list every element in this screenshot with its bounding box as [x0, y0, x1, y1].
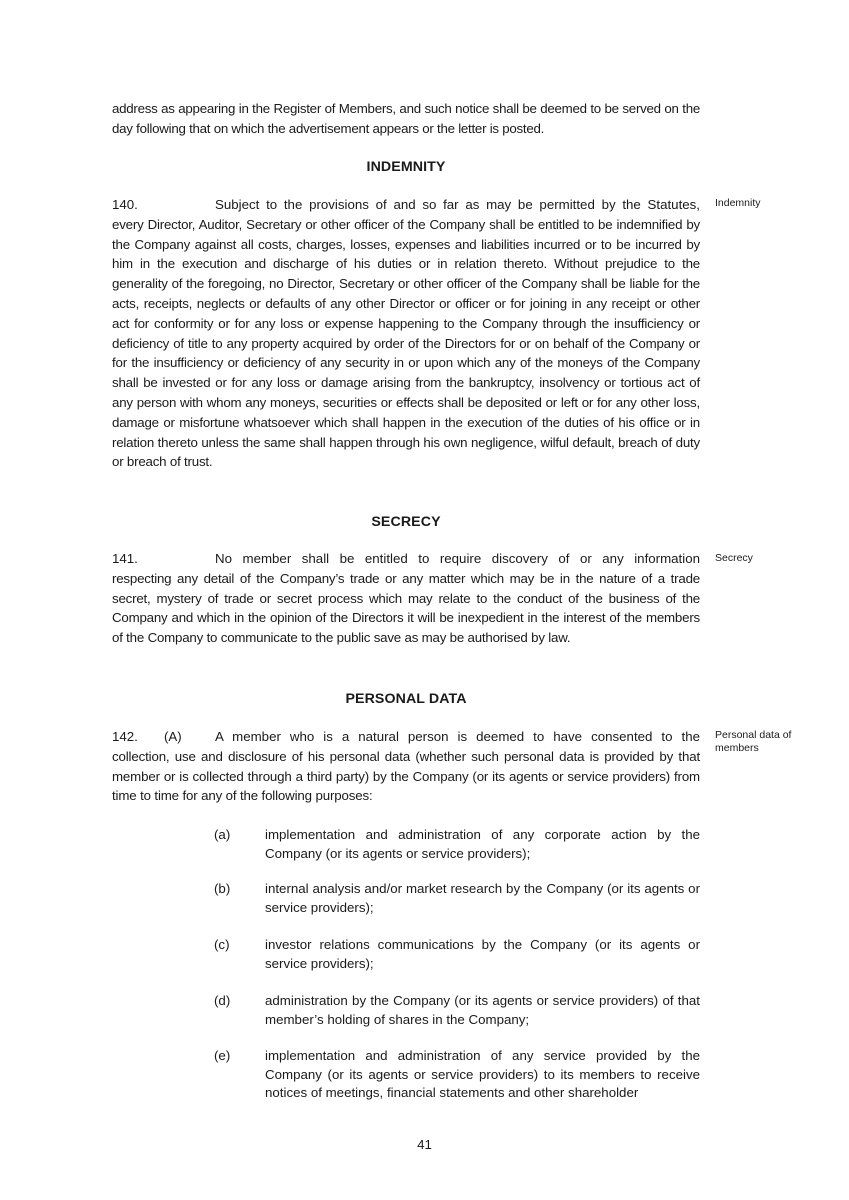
- clause-number: 142.: [112, 729, 138, 744]
- clause-141-lead-text: No member shall be entitled to require discovery of or any information: [215, 551, 700, 566]
- clause-142: [112, 727, 700, 806]
- clause-number: 141.: [112, 551, 138, 566]
- clause-141: [112, 549, 700, 648]
- clause-140-text: every Director, Auditor, Secretary or other officer of the Company shall be entitled to be indemnified by the Company against all costs, charges, losses, expenses and liabilities incurred or to be incurred by him in the execution and discharge of his duties or in relation thereto. Without prejudice to the generality of the foregoing, no Director, Secretary or other officer of the Company shall be liable for the acts, receipts, neglects or defaults of any other Director or officer or for joining in any receipt or other act for conformity or for any loss or expense happening to the Company through the insufficiency or deficiency of title to any property acquired by order of the Directors for or on behalf of the Company or for the insufficiency or deficiency of any security in or upon which any of the moneys of the Company shall be invested or for any loss or damage arising from the bankruptcy, insolvency or tortious act of any person with whom any moneys, securities or effects shall be deposited or left or for any other loss, damage or misfortune whatsoever which shall happen in the execution of the duties of his office or in relation thereto unless the same shall happen through his own negligence, wilful default, breach of duty or breach of trust.: [112, 216, 700, 470]
- page-number: 41: [417, 1137, 432, 1152]
- clause-140: [112, 195, 700, 472]
- list-item-label: (e): [214, 1048, 231, 1063]
- list-item-label: (d): [214, 993, 231, 1008]
- list-item-text: implementation and administration of any corporate action by the Company (or its agents or service providers);: [265, 827, 700, 861]
- list-item-label: (b): [214, 881, 231, 896]
- clause-number: 140.: [112, 197, 138, 212]
- list-item-text: internal analysis and/or market research by the Company (or its agents or service providers);: [265, 881, 700, 915]
- list-item-text: implementation and administration of any service provided by the Company (or its agents or service providers) to its members to receive notices of meetings, financial statements and other shareholder: [265, 1048, 700, 1100]
- list-item-text: administration by the Company (or its agents or service providers) of that member’s holding of shares in the Company;: [265, 993, 700, 1027]
- list-item-text: investor relations communications by the Company (or its agents or service providers);: [265, 937, 700, 971]
- clause-sub-label: (A): [164, 729, 182, 744]
- clause-142-text: collection, use and disclosure of his personal data (whether such personal data is provided by that member or is collected through a third party) by the Company (or its agents or service providers) from time to time for any of the following purposes:: [112, 748, 700, 804]
- margin-note-indemnity: Indemnity: [715, 197, 761, 209]
- list-item-label: (c): [214, 937, 230, 952]
- clause-141-text: respecting any detail of the Company’s trade or any matter which may be in the nature of a trade secret, mystery of trade or secret process which may relate to the conduct of the business of the Company and which in the opinion of the Directors it will be inexpedient in the interest of the members of the Company to communicate to the public save as may be authorised by law.: [112, 570, 700, 646]
- section-heading-personal-data: PERSONAL DATA: [345, 691, 467, 707]
- margin-note-secrecy: Secrecy: [715, 552, 753, 564]
- section-heading-indemnity: INDEMNITY: [366, 159, 446, 175]
- clause-142-lead-text: A member who is a natural person is deemed to have consented to the: [215, 729, 700, 744]
- clause-140-first-line: [112, 195, 700, 215]
- clause-140-lead-text: Subject to the provisions of and so far as may be permitted by the Statutes,: [215, 197, 700, 212]
- continuation-text: address as appearing in the Register of Members, and such notice shall be deemed to be served on the day following that on which the advertisement appears or the letter is posted.: [112, 101, 700, 136]
- clause-142-first-line: [112, 727, 700, 747]
- margin-note-personal-data: Personal data of members: [715, 729, 792, 754]
- section-heading-secrecy: SECRECY: [371, 514, 441, 530]
- continuation-paragraph: [112, 99, 700, 139]
- list-item-label: (a): [214, 827, 231, 842]
- clause-141-first-line: [112, 549, 700, 569]
